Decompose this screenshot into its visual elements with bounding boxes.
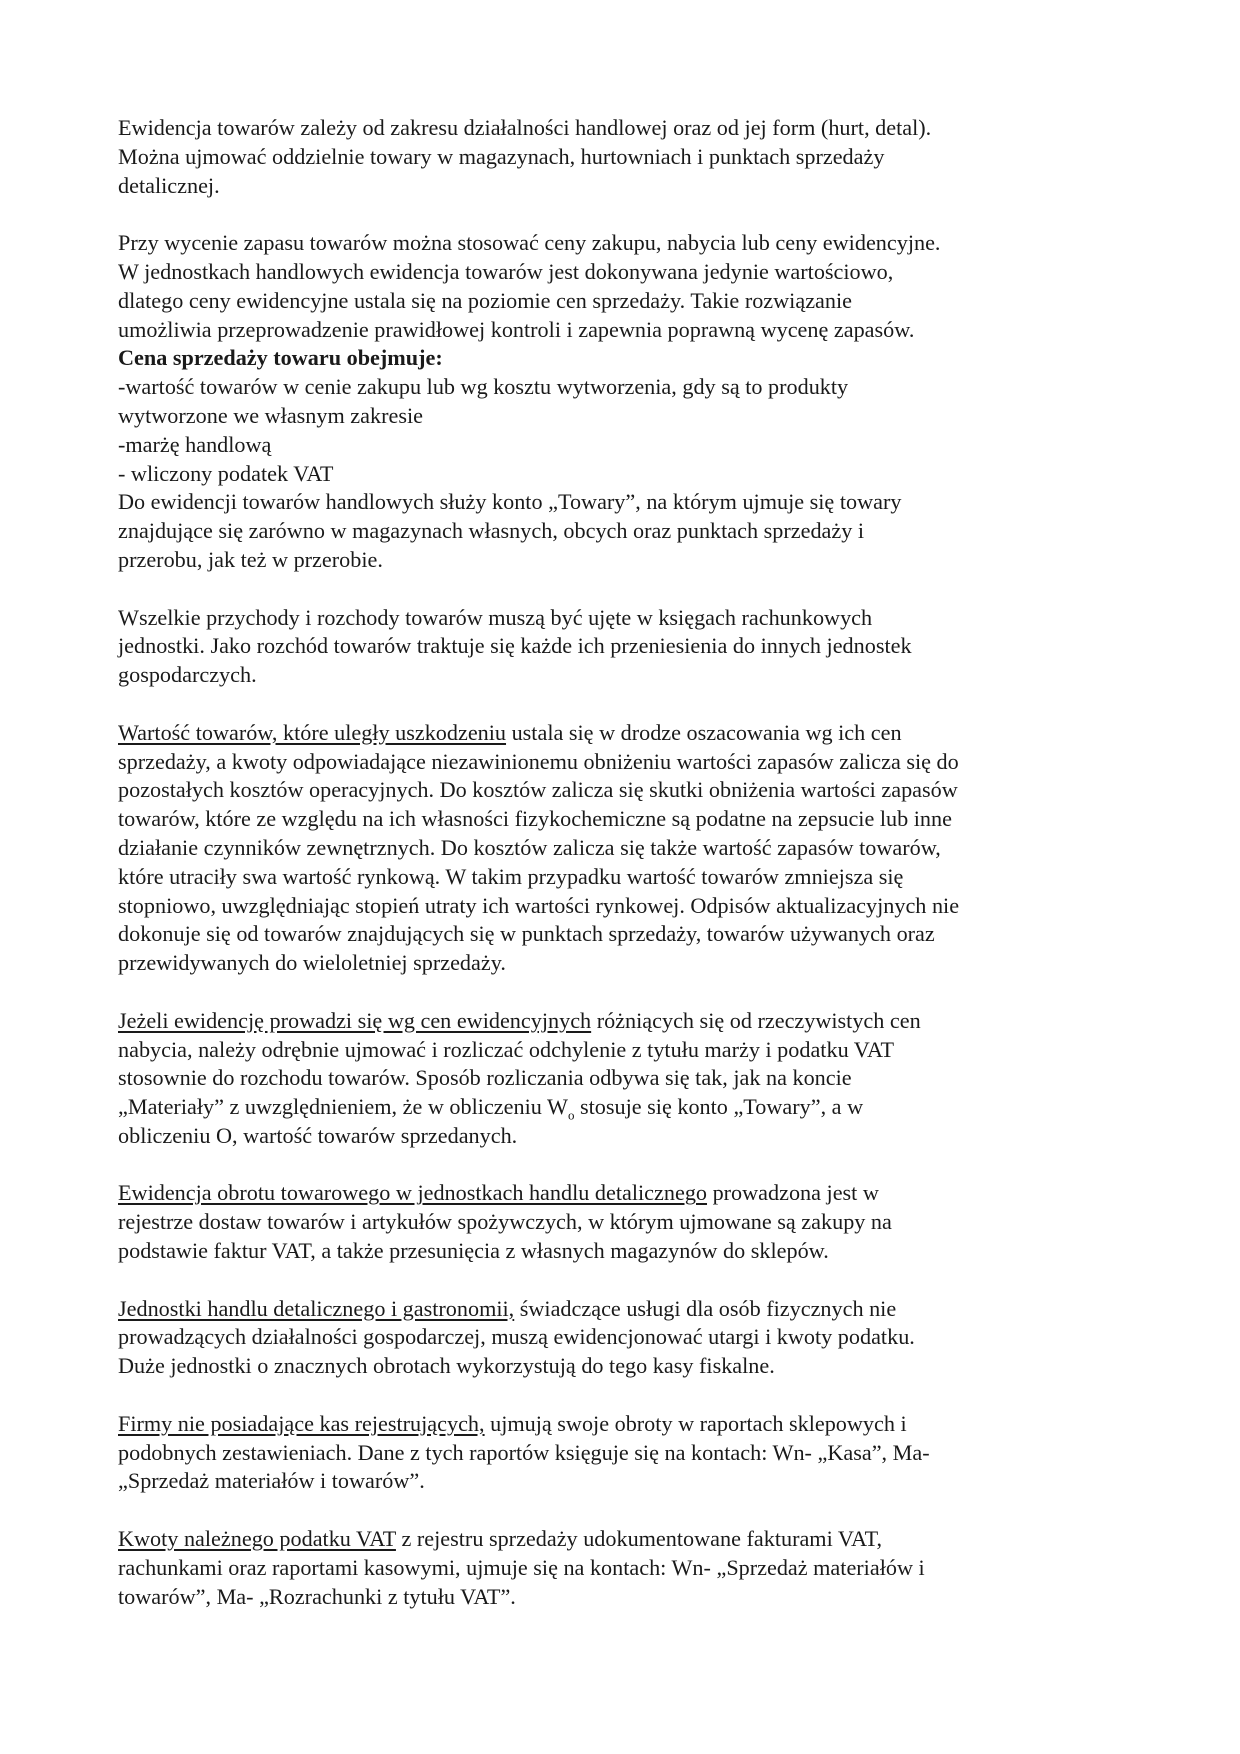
text-line: jednostki. Jako rozchód towarów traktuje się każde ich przeniesienia do innych jednostek xyxy=(118,633,912,659)
text-line xyxy=(118,1525,1098,1554)
text-line: W jednostkach handlowych ewidencja towarów jest dokonywana jedynie wartościowo, xyxy=(118,258,894,284)
paragraph-damaged-goods xyxy=(118,719,1098,978)
text-line: dokonuje się od towarów znajdujących się w punktach sprzedaży, towarów używanych oraz xyxy=(118,921,935,947)
text-line: detalicznej. xyxy=(118,172,220,198)
text-fragment: różniących się od rzeczywistych cen xyxy=(591,1007,921,1033)
text-line: Duże jednostki o znacznych obrotach wykorzystują do tego kasy fiskalne. xyxy=(118,1353,775,1379)
text-line xyxy=(118,1007,1098,1036)
text-line: umożliwia przeprowadzenie prawidłowej kontroli i zapewnia poprawną wycenę zapasów. xyxy=(118,316,915,342)
text-line: gospodarczych. xyxy=(118,662,257,688)
list-item: - wliczony podatek VAT xyxy=(118,460,334,486)
text-line xyxy=(118,1179,1098,1208)
text-line: rachunkami oraz raportami kasowymi, ujmuje się na kontach: Wn- „Sprzedaż materiałów i xyxy=(118,1554,925,1580)
text-fragment: prowadzona jest w xyxy=(707,1180,879,1206)
text-line: stopniowo, uwzględniając stopień utraty ich wartości rynkowej. Odpisów aktualizacyjnych nie xyxy=(118,892,960,918)
list-item: wytworzone we własnym zakresie xyxy=(118,402,423,428)
underlined-term: Jeżeli ewidencję prowadzi się wg cen ewidencyjnych xyxy=(118,1007,592,1033)
underlined-term: Ewidencja obrotu towarowego w jednostkach handlu detalicznego xyxy=(118,1180,708,1206)
underlined-term: Wartość towarów, które uległy uszkodzeniu xyxy=(118,719,507,745)
text-line: stosownie do rozchodu towarów. Sposób rozliczania odbywa się tak, jak na koncie xyxy=(118,1065,852,1091)
paragraph-income-expense xyxy=(118,604,1098,690)
text-line xyxy=(118,1410,1098,1439)
document-page xyxy=(118,114,1098,1611)
underlined-term: Jednostki handlu detalicznego i gastronomii, xyxy=(118,1295,515,1321)
paragraph-retail-units xyxy=(118,1295,1098,1381)
text-line: Do ewidencji towarów handlowych służy konto „Towary”, na którym ujmuje się towary xyxy=(118,489,902,515)
text-line: towarów, które ze względu na ich własności fizykochemiczne są podatne na zepsucie lub inne xyxy=(118,806,952,832)
section-heading: Cena sprzedaży towaru obejmuje: xyxy=(118,345,443,371)
text-line: prowadzących działalności gospodarczej, muszą ewidencjonować utargi i kwoty podatku. xyxy=(118,1324,915,1350)
paragraph-record-prices xyxy=(118,1007,1098,1151)
text-fragment: świadczące usługi dla osób fizycznych nie xyxy=(514,1295,897,1321)
text-line: Można ujmować oddzielnie towary w magazynach, hurtowniach i punktach sprzedaży xyxy=(118,143,885,169)
text-fragment: „Materiały” z uwzględnieniem, że w obliczeniu W xyxy=(118,1094,568,1120)
text-line: dlatego ceny ewidencyjne ustala się na poziomie cen sprzedaży. Takie rozwiązanie xyxy=(118,287,852,313)
text-line: „Sprzedaż materiałów i towarów”. xyxy=(118,1468,425,1494)
text-line: obliczeniu O, wartość towarów sprzedanych. xyxy=(118,1122,518,1148)
text-line: pozostałych kosztów operacyjnych. Do kosztów zalicza się skutki obniżenia wartości zapasów xyxy=(118,777,958,803)
underlined-term: Firmy nie posiadające kas rejestrujących, xyxy=(118,1410,485,1436)
text-line: działanie czynników zewnętrznych. Do kosztów zalicza się także wartość zapasów towarów, xyxy=(118,834,941,860)
text-fragment: ustala się w drodze oszacowania wg ich cen xyxy=(506,719,902,745)
text-line: przewidywanych do wieloletniej sprzedaży. xyxy=(118,950,506,976)
text-line xyxy=(118,1093,1098,1122)
text-line: które utraciły swa wartość rynkową. W takim przypadku wartość towarów zmniejsza się xyxy=(118,863,904,889)
paragraph-intro xyxy=(118,114,1098,200)
text-line: podstawie faktur VAT, a także przesunięcia z własnych magazynów do sklepów. xyxy=(118,1238,829,1264)
paragraph-valuation xyxy=(118,229,1098,344)
text-line: nabycia, należy odrębnie ujmować i rozliczać odchylenie z tytułu marży i podatku VAT xyxy=(118,1036,895,1062)
subscript: o xyxy=(567,1107,575,1123)
text-line: rejestrze dostaw towarów i artykułów spożywczych, w którym ujmowane są zakupy na xyxy=(118,1209,892,1235)
underlined-term: Kwoty należnego podatku VAT xyxy=(118,1526,396,1552)
paragraph-sale-price xyxy=(118,344,1098,574)
paragraph-retail-turnover xyxy=(118,1179,1098,1265)
list-item: -wartość towarów w cenie zakupu lub wg kosztu wytworzenia, gdy są to produkty xyxy=(118,374,849,400)
list-item: -marżę handlową xyxy=(118,431,272,457)
text-line xyxy=(118,719,1098,748)
text-line: przerobu, jak też w przerobie. xyxy=(118,546,383,572)
text-line: towarów”, Ma- „Rozrachunki z tytułu VAT”. xyxy=(118,1583,516,1609)
text-line: sprzedaży, a kwoty odpowiadające niezawinionemu obniżeniu wartości zapasów zalicza się do xyxy=(118,748,959,774)
text-fragment: stosuje się konto „Towary”, a w xyxy=(574,1094,864,1120)
paragraph-no-cash-registers xyxy=(118,1410,1098,1496)
paragraph-vat-due xyxy=(118,1525,1098,1611)
text-fragment: z rejestru sprzedaży udokumentowane fakturami VAT, xyxy=(395,1526,883,1552)
text-line: podobnych zestawieniach. Dane z tych raportów księguje się na kontach: Wn- „Kasa”, Ma- xyxy=(118,1439,930,1465)
text-line: Wszelkie przychody i rozchody towarów muszą być ujęte w księgach rachunkowych xyxy=(118,604,873,630)
text-line: znajdujące się zarówno w magazynach własnych, obcych oraz punktach sprzedaży i xyxy=(118,518,865,544)
text-fragment: ujmują swoje obroty w raportach sklepowych i xyxy=(484,1410,907,1436)
text-line xyxy=(118,1295,1098,1324)
text-line: Ewidencja towarów zależy od zakresu działalności handlowej oraz od jej form (hurt, detal). xyxy=(118,115,932,140)
text-line: Przy wycenie zapasu towarów można stosować ceny zakupu, nabycia lub ceny ewidencyjne. xyxy=(118,230,941,256)
